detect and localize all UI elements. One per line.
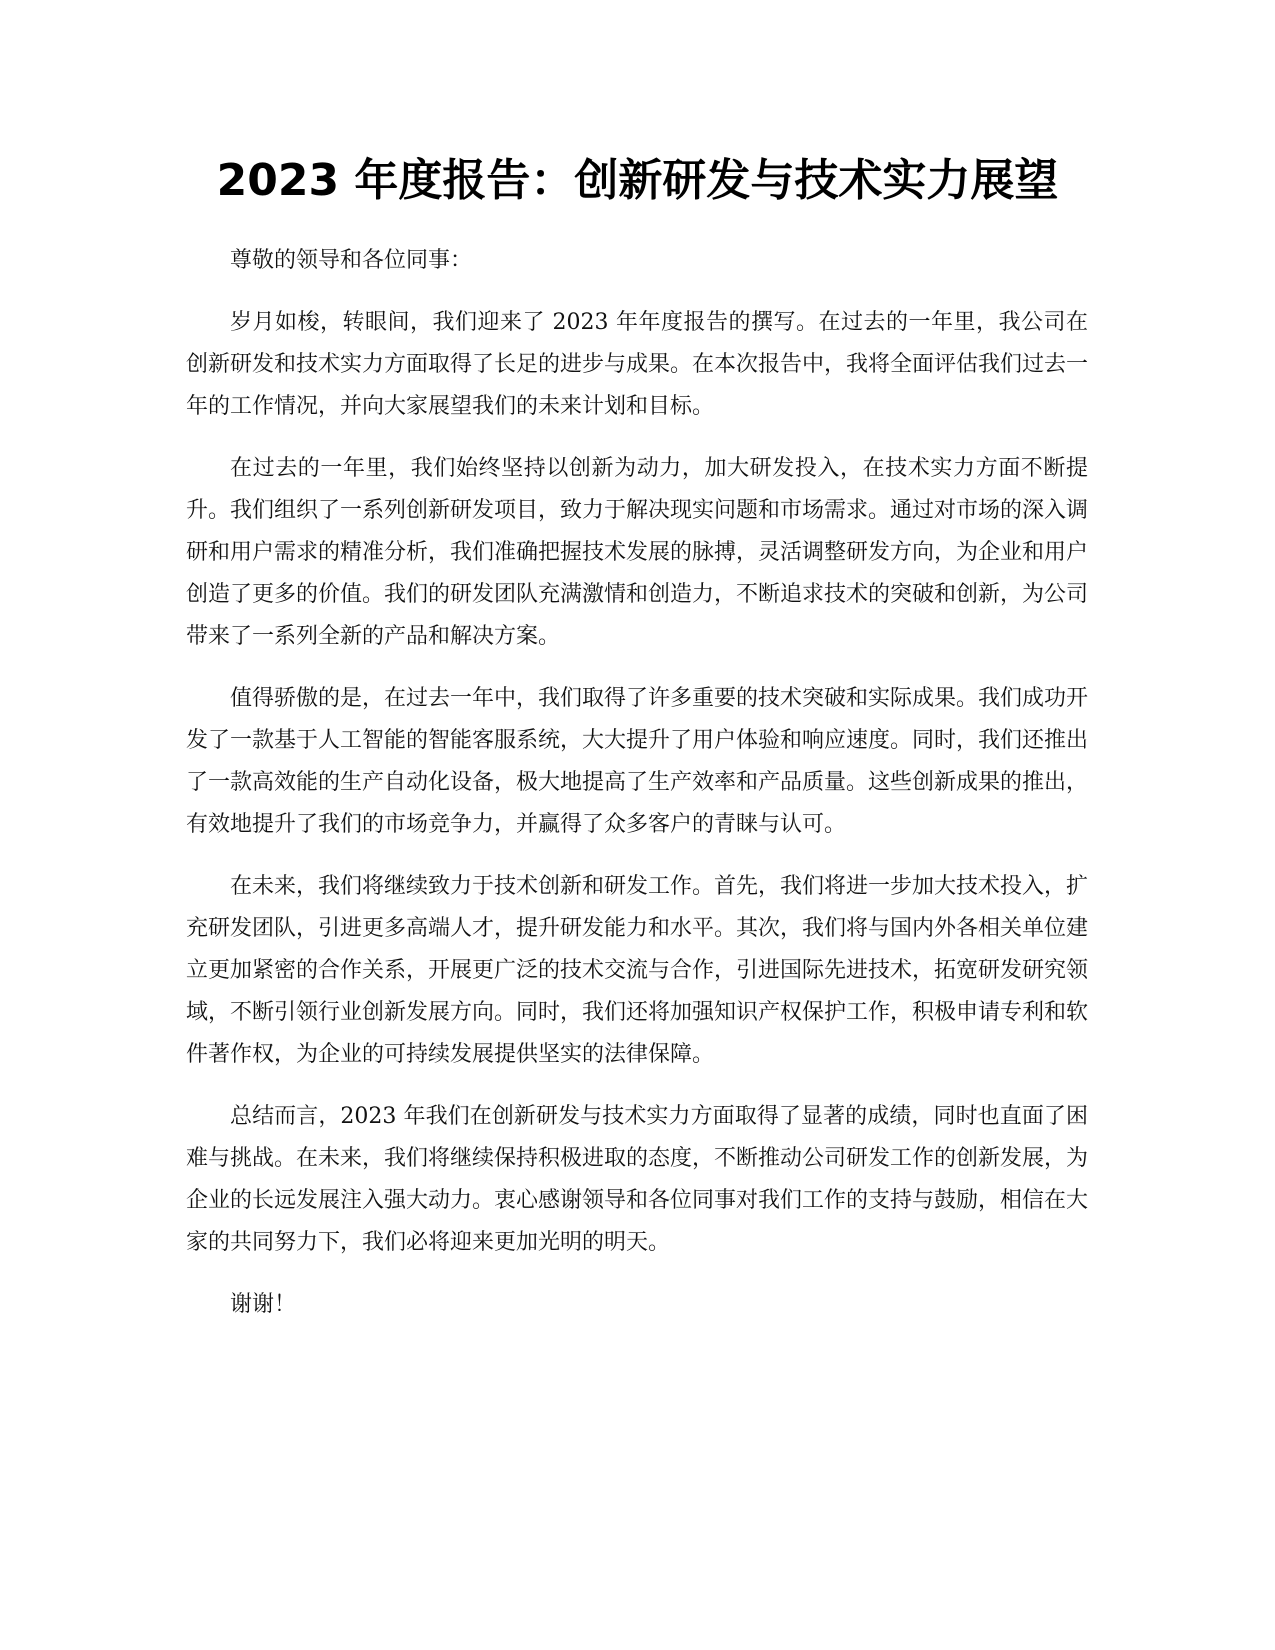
achievements-paragraph: 值得骄傲的是，在过去一年中，我们取得了许多重要的技术突破和实际成果。我们成功开发了一款基于人工智能的智能客服系统，大大提升了用户体验和响应速度。同时，我们还推出了一款高效能的生产自动化设备，极大地提高了生产效率和产品质量。这些创新成果的推出，有效地提升了我们的市场竞争力，并赢得了众多客户的青睐与认可。 (186, 686, 1089, 837)
document-title: 2023 年度报告：创新研发与技术实力展望 (216, 155, 1059, 206)
review-paragraph: 在过去的一年里，我们始终坚持以创新为动力，加大研发投入，在技术实力方面不断提升。我们组织了一系列创新研发项目，致力于解决现实问题和市场需求。通过对市场的深入调研和用户需求的精准分析，我们准确把握技术发展的脉搏，灵活调整研发方向，为企业和用户创造了更多的价值。我们的研发团队充满激情和创造力，不断追求技术的突破和创新，为公司带来了一系列全新的产品和解决方案。 (186, 456, 1089, 649)
intro-paragraph: 岁月如梭，转眼间，我们迎来了 2023 年年度报告的撰写。在过去的一年里，我公司在创新研发和技术实力方面取得了长足的进步与成果。在本次报告中，我将全面评估我们过去一年的工作情况，并向大家展望我们的未来计划和目标。 (186, 310, 1089, 419)
document-body (186, 240, 1088, 1346)
salutation-paragraph: 尊敬的领导和各位同事： (230, 248, 473, 273)
closing-paragraph: 谢谢！ (230, 1292, 297, 1317)
summary-paragraph: 总结而言，2023 年我们在创新研发与技术实力方面取得了显著的成绩，同时也直面了困难与挑战。在未来，我们将继续保持积极进取的态度，不断推动公司研发工作的创新发展，为企业的长远发展注入强大动力。衷心感谢领导和各位同事对我们工作的支持与鼓励，相信在大家的共同努力下，我们必将迎来更加光明的明天。 (186, 1104, 1089, 1255)
future-plans-paragraph: 在未来，我们将继续致力于技术创新和研发工作。首先，我们将进一步加大技术投入，扩充研发团队，引进更多高端人才，提升研发能力和水平。其次，我们将与国内外各相关单位建立更加紧密的合作关系，开展更广泛的技术交流与合作，引进国际先进技术，拓宽研发研究领域，不断引领行业创新发展方向。同时，我们还将加强知识产权保护工作，积极申请专利和软件著作权，为企业的可持续发展提供坚实的法律保障。 (186, 874, 1089, 1067)
